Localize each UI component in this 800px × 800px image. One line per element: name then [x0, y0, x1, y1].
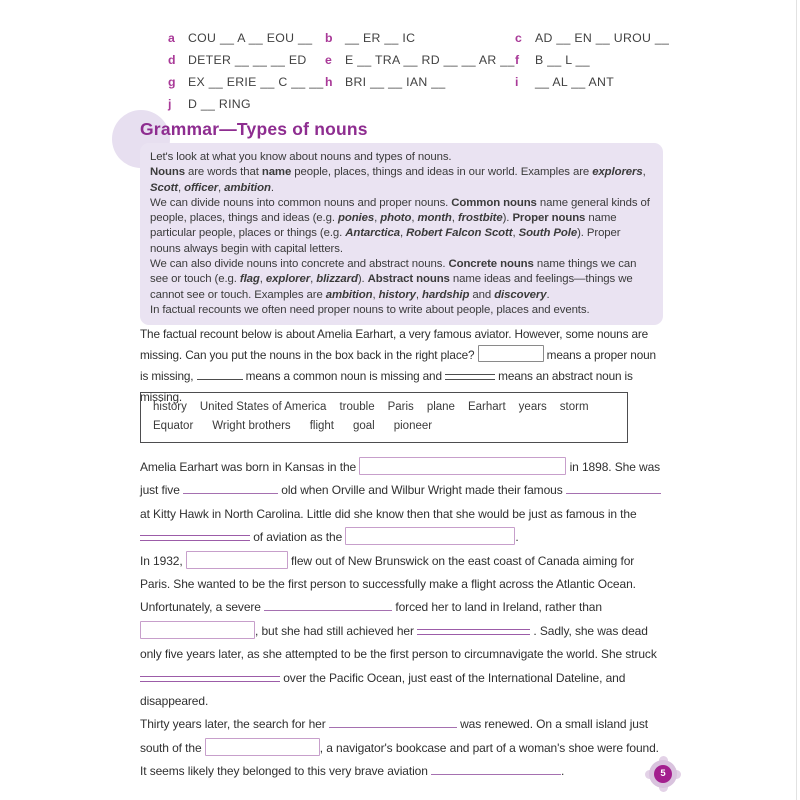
blank-box [345, 527, 515, 545]
text-run: and [469, 288, 495, 301]
blank-line [566, 491, 661, 494]
puzzle-letter: j [168, 97, 172, 111]
blank-line [264, 608, 392, 611]
text-run: , [411, 212, 418, 225]
word-puzzle-item [325, 52, 515, 69]
paragraph [150, 257, 653, 303]
text-run: flew out of New Brunswick on the east coast of Canada aiming for Paris. She wanted to be the first person to successfully make a flight across the Atlantic Ocean. Unfortunately, a severe [140, 553, 636, 615]
text-run: Antarctica [345, 227, 400, 240]
text-run: ponies [337, 212, 375, 225]
text-run: . [515, 530, 519, 545]
text-run: , [310, 273, 317, 286]
word-bank-item: plane [426, 401, 455, 413]
text-run: ). [502, 212, 513, 225]
text-run: , a navigator's bookcase and part of a woman's shoe were found. It seems likely they belonged to this very brave aviation [140, 740, 659, 779]
word-bank-item: years [518, 401, 547, 413]
text-run: name things we can see or touch (e.g. [150, 258, 637, 286]
text-run: officer [184, 181, 219, 194]
text-run: Scott [150, 181, 178, 194]
word-puzzle-item [515, 30, 700, 47]
paragraph [150, 303, 653, 318]
text-run: name ideas and feelings—things we cannot see or touch. Examples are [150, 273, 633, 301]
word-bank-box [140, 392, 628, 443]
section-heading: Grammar—Types of nouns [140, 119, 368, 139]
blank-line [183, 491, 278, 494]
text-run: The factual recount below is about Amelia Earhart, a very famous aviator. However, some nouns are missing. Can you put the nouns in the box back in the right place? [140, 327, 649, 362]
text-run: month [417, 212, 452, 225]
puzzle-letter: a [168, 31, 175, 45]
grammar-heading-row [140, 119, 368, 140]
puzzle-text: BRI __ __ IAN __ [345, 75, 446, 89]
blank-line [197, 377, 243, 380]
text-run: , [218, 181, 225, 194]
puzzle-letter: i [515, 75, 519, 89]
text-run: was renewed. On a small island just south of the [140, 717, 649, 755]
text-run: discovery [494, 288, 547, 301]
word-puzzle-item [168, 96, 325, 113]
page-number: 5 [654, 765, 672, 783]
blank-box [478, 345, 544, 362]
text-run: ambition [224, 181, 271, 194]
text-run: Abstract nouns [367, 273, 450, 286]
text-run: name general kinds of people, places, things and ideas (e.g. [150, 196, 650, 225]
text-run: , [642, 166, 646, 179]
text-run: , but she had still achieved her [255, 623, 418, 638]
text-run: means a common noun is missing and [242, 369, 446, 383]
blank-box [186, 551, 288, 569]
word-bank-item: storm [559, 401, 589, 413]
text-run: explorer [265, 273, 311, 286]
text-run: in 1898. She was just five [140, 460, 661, 498]
text-run: forced her to land in Ireland, rather than [392, 600, 602, 615]
text-run: , [259, 273, 266, 286]
blank-double [417, 629, 530, 635]
word-bank-item: pioneer [393, 420, 433, 432]
word-bank-item: trouble [339, 401, 375, 413]
blank-double [140, 676, 280, 682]
page-edge-line [796, 0, 797, 800]
word-puzzle-item [168, 74, 325, 91]
puzzle-letter: c [515, 31, 522, 45]
text-run: history [378, 288, 416, 301]
text-run: photo [380, 212, 412, 225]
word-bank-row [153, 398, 615, 417]
text-run: Proper nouns [512, 212, 586, 225]
text-run: South Pole [518, 227, 578, 240]
text-run: Concrete nouns [448, 258, 534, 271]
word-puzzle-item [168, 30, 325, 47]
blank-double [445, 374, 495, 380]
text-run: In 1932, [140, 553, 186, 568]
paragraph [140, 456, 667, 550]
word-bank-item: flight [309, 420, 334, 432]
word-puzzle-item [325, 74, 515, 91]
text-run: ambition [325, 288, 373, 301]
text-run: old when Orville and Wilbur Wright made their famous [278, 483, 566, 498]
word-bank-item: history [153, 401, 187, 413]
puzzle-letter: h [325, 75, 333, 89]
text-run: Let's look at what you know about nouns and types of nouns. [150, 151, 452, 163]
text-run: ). [357, 273, 368, 286]
word-bank-item: goal [352, 420, 375, 432]
text-run: frostbite [457, 212, 503, 225]
text-run: , [415, 288, 423, 301]
puzzle-letter: e [325, 53, 332, 67]
text-run: Amelia Earhart was born in Kansas in the [140, 460, 360, 474]
blank-double [140, 535, 250, 541]
blank-line [431, 772, 561, 775]
puzzle-text: DETER __ __ __ ED [188, 53, 307, 67]
grammar-info-box [140, 143, 663, 325]
blank-box [359, 457, 566, 475]
word-bank-item: Earhart [467, 401, 506, 413]
word-puzzle-item [168, 52, 325, 69]
text-run: people, places, things and ideas in our world. Examples are [291, 166, 593, 179]
page-number-badge [645, 756, 681, 792]
paragraph [140, 550, 667, 714]
word-bank-item: United States of America [199, 401, 327, 413]
puzzle-letter: d [168, 53, 176, 67]
text-run: Robert Falcon Scott [406, 227, 513, 240]
puzzle-text: B __ L __ [535, 53, 590, 67]
paragraph [150, 165, 653, 196]
text-run: We can also divide nouns into concrete and abstract nouns. [150, 258, 449, 271]
puzzle-text: __ ER __ IC [345, 31, 416, 45]
text-run: flag [239, 273, 260, 286]
text-run: . Sadly, she was dead only five years later, as she attempted to be the first person to circumnavigate the world. She struck [140, 623, 657, 662]
word-bank-item: Paris [387, 401, 414, 413]
puzzle-text: AD __ EN __ UROU __ [535, 31, 670, 45]
word-puzzle-item [515, 52, 700, 69]
text-run: over the Pacific Ocean, just east of the International Dateline, and disappeared. [140, 670, 626, 709]
text-run: Nouns [150, 166, 185, 179]
puzzle-letter: f [515, 53, 520, 67]
word-bank-item: Wright brothers [212, 420, 291, 432]
text-run: , [177, 181, 185, 194]
word-puzzle-item [515, 74, 700, 91]
puzzle-text: __ AL __ ANT [535, 75, 615, 89]
paragraph [150, 196, 653, 257]
text-run: ). Proper nouns always begin with capital letters. [150, 227, 621, 255]
text-run: We can divide nouns into common nouns and proper nouns. [150, 196, 452, 209]
puzzle-text: COU __ A __ EOU __ [188, 31, 313, 45]
blank-box [205, 738, 320, 756]
text-run: Common nouns [451, 196, 537, 209]
text-run: means an abstract noun is missing. [140, 369, 633, 404]
puzzle-text: EX __ ERIE __ C __ __ [188, 75, 324, 89]
text-run: of aviation as the [250, 530, 346, 545]
cloze-passage [140, 456, 667, 784]
text-run: blizzard [316, 273, 358, 286]
text-run: , [512, 227, 519, 240]
puzzle-letter: g [168, 75, 176, 89]
text-run: . [546, 288, 550, 301]
puzzle-text: D __ RING [188, 97, 251, 111]
text-run: In factual recounts we often need proper nouns to write about people, places and events. [150, 303, 590, 316]
puzzle-text: E __ TRA __ RD __ __ AR __ [345, 53, 515, 67]
puzzle-letter: b [325, 31, 333, 45]
word-puzzle-item [325, 30, 515, 47]
text-run: name particular people, places or things (e.g. [150, 212, 617, 240]
text-run: are words that [184, 166, 262, 179]
text-run: , [399, 227, 407, 240]
text-run: hardship [422, 288, 470, 301]
text-run: . [270, 181, 274, 194]
text-run: means a proper noun is missing, [140, 348, 656, 383]
text-run: explorers [592, 166, 643, 179]
text-run: at Kitty Hawk in North Carolina. Little did she know then that she would be just as famous in the [140, 506, 637, 521]
word-puzzle-grid [168, 30, 700, 113]
text-run: , [372, 288, 379, 301]
blank-box [140, 621, 255, 639]
text-run: name [261, 166, 292, 179]
text-run: , [451, 212, 458, 225]
text-run: . [561, 764, 565, 779]
blank-line [329, 725, 457, 728]
word-bank-row [153, 417, 615, 436]
text-run: Thirty years later, the search for her [140, 717, 329, 732]
word-bank-item: Equator [153, 420, 194, 432]
paragraph [150, 150, 653, 165]
text-run: , [374, 212, 381, 225]
paragraph [140, 713, 667, 783]
